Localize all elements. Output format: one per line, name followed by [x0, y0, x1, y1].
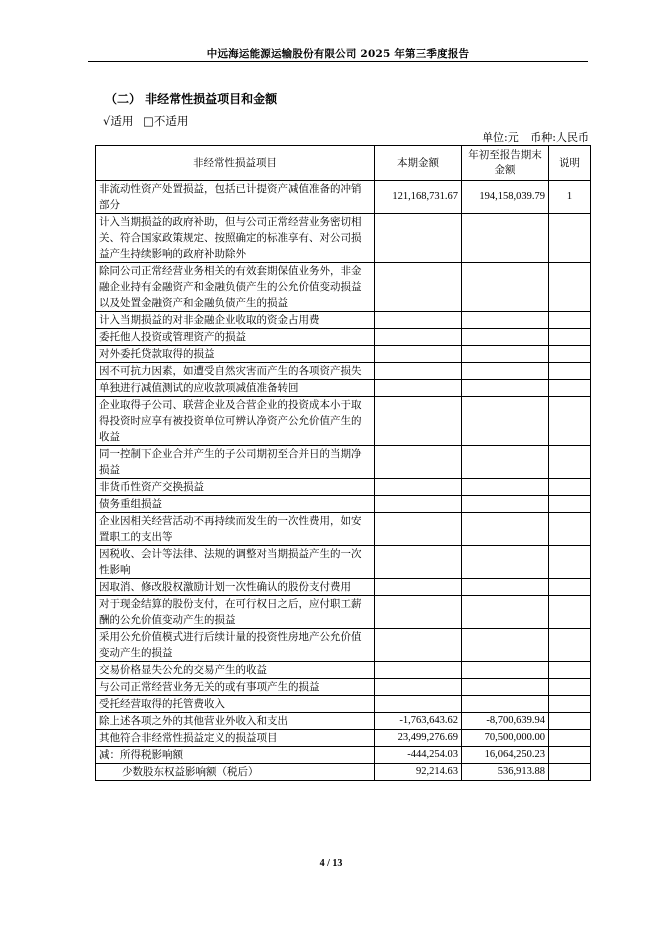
row-note — [549, 579, 591, 596]
table-row — [96, 397, 591, 446]
row-item: 非流动性资产处置损益，包括已计提资产减值准备的冲销部分 — [96, 181, 375, 214]
row-item: 因不可抗力因素，如遭受自然灾害而产生的各项资产损失 — [96, 363, 375, 380]
row-current-amount: 121,168,731.67 — [375, 181, 462, 214]
row-item: 采用公允价值模式进行后续计量的投资性房地产公允价值变动产生的损益 — [96, 629, 375, 662]
row-item: 与公司正常经营业务无关的或有事项产生的损益 — [96, 679, 375, 696]
table-row — [96, 513, 591, 546]
row-note — [549, 263, 591, 312]
header-ytd: 年初至报告期末金额 — [462, 146, 549, 181]
row-ytd-amount — [462, 346, 549, 363]
table-row — [96, 747, 591, 764]
header-divider — [88, 61, 588, 62]
table-row — [96, 764, 591, 781]
not-applicable-option: □不适用 — [142, 114, 189, 128]
row-note — [549, 679, 591, 696]
row-ytd-amount: 536,913.88 — [462, 764, 549, 781]
table-row — [96, 679, 591, 696]
applicable-option: √适用 — [103, 114, 134, 128]
row-ytd-amount: 70,500,000.00 — [462, 730, 549, 747]
row-note — [549, 496, 591, 513]
row-item: 交易价格显失公允的交易产生的收益 — [96, 662, 375, 679]
table-header-row — [96, 146, 591, 181]
row-current-amount — [375, 596, 462, 629]
row-current-amount — [375, 446, 462, 479]
row-note — [549, 380, 591, 397]
row-note — [549, 696, 591, 713]
row-current-amount: -1,763,643.62 — [375, 713, 462, 730]
row-ytd-amount — [462, 596, 549, 629]
table-row — [96, 363, 591, 380]
row-current-amount — [375, 479, 462, 496]
table-row — [96, 329, 591, 346]
non-recurring-items-table — [95, 145, 591, 781]
row-current-amount: -444,254.03 — [375, 747, 462, 764]
row-item: 因取消、修改股权激励计划一次性确认的股份支付费用 — [96, 579, 375, 596]
row-note — [549, 446, 591, 479]
table-row — [96, 546, 591, 579]
row-ytd-amount — [462, 679, 549, 696]
row-item: 因税收、会计等法律、法规的调整对当期损益产生的一次性影响 — [96, 546, 375, 579]
row-current-amount: 23,499,276.69 — [375, 730, 462, 747]
unit-line — [474, 129, 589, 145]
report-header: 中远海运能源运输股份有限公司 2025 年第三季度报告 — [206, 48, 470, 60]
row-item: 企业因相关经营活动不再持续而发生的一次性费用，如安置职工的支出等 — [96, 513, 375, 546]
row-item: 其他符合非经常性损益定义的损益项目 — [96, 730, 375, 747]
section-title: （二） 非经常性损益项目和金额 — [105, 92, 278, 106]
table-row — [96, 496, 591, 513]
row-item: 除同公司正常经营业务相关的有效套期保值业务外，非金融企业持有金融资产和金融负债产生的公允价值变动损益以及处置金融资产和金融负债产生的损益 — [96, 263, 375, 312]
row-current-amount: 92,214.63 — [375, 764, 462, 781]
row-ytd-amount: 16,064,250.23 — [462, 747, 549, 764]
row-note — [549, 629, 591, 662]
row-current-amount — [375, 312, 462, 329]
table-row — [96, 214, 591, 263]
table-row — [96, 579, 591, 596]
row-current-amount — [375, 214, 462, 263]
table-row — [96, 446, 591, 479]
applicability-options — [103, 113, 194, 129]
table-row — [96, 263, 591, 312]
header-current: 本期金额 — [375, 146, 462, 181]
row-ytd-amount — [462, 662, 549, 679]
table-row — [96, 346, 591, 363]
row-note — [549, 546, 591, 579]
table-row — [96, 696, 591, 713]
row-item: 委托他人投资或管理资产的损益 — [96, 329, 375, 346]
table-row — [96, 181, 591, 214]
row-ytd-amount: -8,700,639.94 — [462, 713, 549, 730]
row-ytd-amount — [462, 479, 549, 496]
row-item: 对于现金结算的股份支付，在可行权日之后，应付职工薪酬的公允价值变动产生的损益 — [96, 596, 375, 629]
row-item: 对外委托贷款取得的损益 — [96, 346, 375, 363]
row-current-amount — [375, 546, 462, 579]
row-ytd-amount — [462, 263, 549, 312]
row-ytd-amount — [462, 214, 549, 263]
row-item: 计入当期损益的对非金融企业收取的资金占用费 — [96, 312, 375, 329]
row-note — [549, 747, 591, 764]
row-item: 减：所得税影响额 — [96, 747, 375, 764]
table-row — [96, 629, 591, 662]
table-body — [96, 181, 591, 781]
row-note — [549, 713, 591, 730]
row-item: 非货币性资产交换损益 — [96, 479, 375, 496]
row-current-amount — [375, 679, 462, 696]
row-note — [549, 214, 591, 263]
row-item: 同一控制下企业合并产生的子公司期初至合并日的当期净损益 — [96, 446, 375, 479]
table-row — [96, 312, 591, 329]
row-current-amount — [375, 380, 462, 397]
page-number: 4 / 13 — [319, 858, 343, 869]
row-note — [549, 662, 591, 679]
row-current-amount — [375, 629, 462, 662]
row-note — [549, 730, 591, 747]
table-row — [96, 380, 591, 397]
row-item: 除上述各项之外的其他营业外收入和支出 — [96, 713, 375, 730]
row-ytd-amount — [462, 629, 549, 662]
table-row — [96, 479, 591, 496]
row-item: 少数股东权益影响额（税后） — [96, 764, 375, 781]
row-current-amount — [375, 329, 462, 346]
row-ytd-amount — [462, 397, 549, 446]
row-note — [549, 764, 591, 781]
row-current-amount — [375, 579, 462, 596]
row-ytd-amount — [462, 363, 549, 380]
row-ytd-amount — [462, 329, 549, 346]
row-ytd-amount — [462, 546, 549, 579]
row-note — [549, 513, 591, 546]
row-current-amount — [375, 346, 462, 363]
table-row — [96, 713, 591, 730]
row-item: 债务重组损益 — [96, 496, 375, 513]
row-current-amount — [375, 662, 462, 679]
header-item: 非经常性损益项目 — [96, 146, 375, 181]
row-current-amount — [375, 496, 462, 513]
row-note — [549, 329, 591, 346]
row-note — [549, 479, 591, 496]
row-item: 单独进行减值测试的应收款项减值准备转回 — [96, 380, 375, 397]
row-current-amount — [375, 397, 462, 446]
header-note: 说明 — [549, 146, 591, 181]
row-note — [549, 363, 591, 380]
row-current-amount — [375, 263, 462, 312]
unit-label: 单位:元 — [482, 131, 519, 144]
row-current-amount — [375, 513, 462, 546]
table-row — [96, 730, 591, 747]
row-ytd-amount — [462, 696, 549, 713]
row-current-amount — [375, 363, 462, 380]
table-row — [96, 662, 591, 679]
row-note — [549, 596, 591, 629]
row-note — [549, 312, 591, 329]
row-ytd-amount — [462, 446, 549, 479]
row-note — [549, 397, 591, 446]
row-ytd-amount — [462, 380, 549, 397]
row-ytd-amount: 194,158,039.79 — [462, 181, 549, 214]
row-ytd-amount — [462, 496, 549, 513]
row-note: 1 — [549, 181, 591, 214]
row-current-amount — [375, 696, 462, 713]
row-item: 计入当期损益的政府补助，但与公司正常经营业务密切相关、符合国家政策规定、按照确定的标准享有、对公司损益产生持续影响的政府补助除外 — [96, 214, 375, 263]
row-ytd-amount — [462, 579, 549, 596]
row-item: 受托经营取得的托管费收入 — [96, 696, 375, 713]
row-ytd-amount — [462, 513, 549, 546]
currency-label: 币种:人民币 — [530, 131, 589, 144]
row-note — [549, 346, 591, 363]
row-ytd-amount — [462, 312, 549, 329]
row-item: 企业取得子公司、联营企业及合营企业的投资成本小于取得投资时应享有被投资单位可辨认净资产公允价值产生的收益 — [96, 397, 375, 446]
table-row — [96, 596, 591, 629]
